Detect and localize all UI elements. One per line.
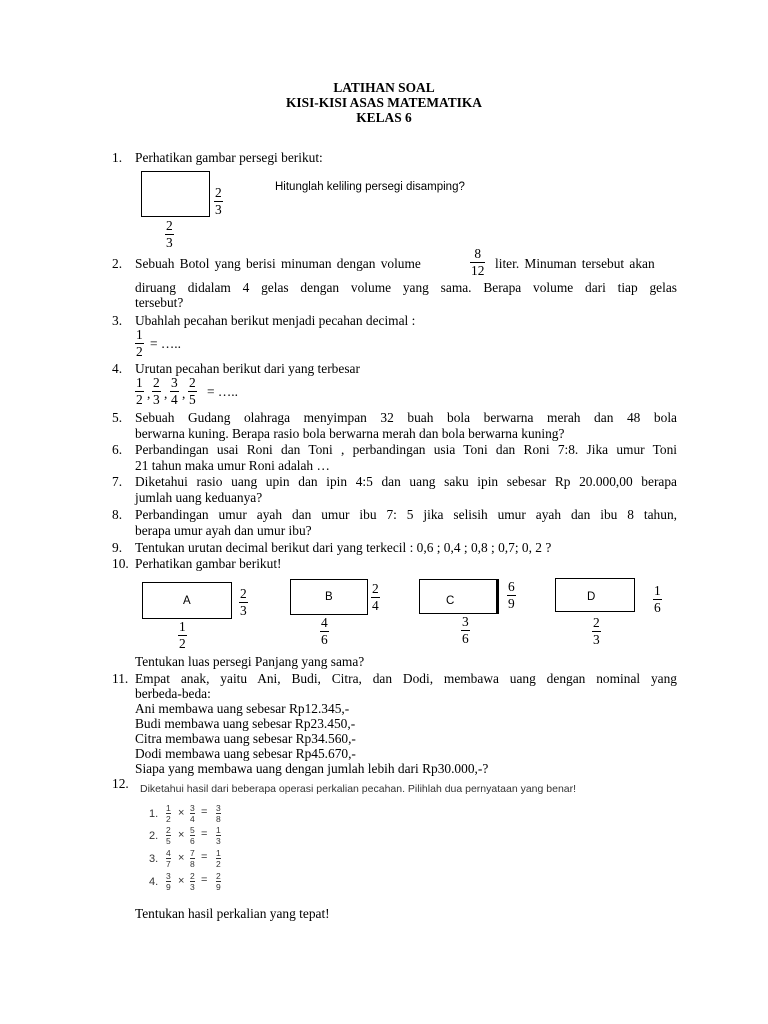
side-fraction: 1 6 [654, 583, 661, 615]
rectangle-c [419, 579, 499, 614]
list-item: Citra membawa uang sebesar Rp34.560,- [135, 731, 356, 746]
title-line-2: KISI-KISI ASAS MATEMATIKA [286, 95, 482, 110]
question-text-line-2: 21 tahun maka umur Roni adalah … [135, 458, 330, 473]
question-number: 4. [112, 361, 123, 376]
side-fraction: 2 4 [372, 581, 379, 613]
question-text: Urutan pecahan berikut dari yang terbesar [135, 361, 360, 376]
rectangle-label: B [325, 591, 333, 603]
fraction-1: 1 2 [136, 375, 143, 407]
bottom-fraction: 3 6 [462, 614, 469, 646]
question-text-line-2: berbeda-beda: [135, 686, 211, 701]
question-text-b: liter. Minuman tersebut akan [495, 256, 655, 271]
question-text: Ubahlah pecahan berikut menjadi pecahan decimal : [135, 313, 416, 328]
question-text-line-1: Perbandingan usai Roni dan Toni , perbandingan usia Toni dan Roni 7:8. Jika umur Toni [135, 442, 677, 457]
question-text-line-1: Sebuah Gudang olahraga menyimpan 32 buah bola berwarna merah dan 48 bola [135, 410, 677, 425]
rectangle-label: A [183, 595, 191, 607]
question-text-a: Sebuah Botol yang berisi minuman dengan volume [135, 256, 421, 271]
list-item: Dodi membawa uang sebesar Rp45.670,- [135, 746, 356, 761]
question-subtext: Tentukan hasil perkalian yang tepat! [135, 906, 330, 921]
question-instruction: Hitunglah keliling persegi disamping? [275, 181, 465, 193]
side-fraction: 2 3 [240, 586, 247, 618]
side-fraction: 6 9 [508, 579, 515, 611]
list-item: Ani membawa uang sebesar Rp12.345,- [135, 701, 350, 716]
separator: , [164, 386, 168, 401]
question-text-line-2: jumlah uang keduanya? [135, 490, 263, 505]
question-subtext: Siapa yang membawa uang dengan jumlah lebih dari Rp30.000,-? [135, 761, 489, 776]
question-text-line-2: diruang didalam 4 gelas dengan volume yang sama. Berapa volume dari tiap gelas [135, 280, 677, 295]
title-line-3: KELAS 6 [356, 110, 412, 125]
rectangle-label: C [446, 595, 455, 607]
question-text: Tentukan urutan decimal berikut dari yang terkecil : 0,6 ; 0,4 ; 0,8 ; 0,7; 0, 2 ? [135, 540, 552, 555]
question-text-line-1: Perbandingan umur ayah dan umur ibu 7: 5 jika selisih umur ayah dan ibu 8 tahun, [135, 507, 677, 522]
question-intro: Diketahui hasil dari beberapa operasi perkalian pecahan. Pilihlah dua pernyataan yang benar! [140, 783, 577, 795]
question-text-line-1: Empat anak, yaitu Ani, Budi, Citra, dan Dodi, membawa uang dengan nominal yang [135, 671, 677, 686]
question-text-line-2: berwarna kuning. Berapa rasio bola berwarna merah dan bola berwarna kuning? [135, 426, 565, 441]
question-number: 11. [112, 671, 129, 686]
question-number: 10. [112, 556, 129, 571]
question-number: 7. [112, 474, 123, 489]
question-number: 12. [112, 776, 129, 791]
fraction-4: 2 5 [189, 375, 196, 407]
question-number: 3. [112, 313, 123, 328]
answer-blank: = ….. [150, 336, 181, 351]
fraction-2: 2 3 [153, 375, 160, 407]
title-line-1: LATIHAN SOAL [333, 80, 435, 95]
volume-fraction: 8 12 [471, 246, 485, 278]
rectangle-label: D [587, 591, 596, 603]
bottom-fraction: 2 3 [166, 218, 173, 250]
question-text: Perhatikan gambar berikut! [135, 556, 282, 571]
question-number: 8. [112, 507, 123, 522]
question-subtext: Tentukan luas persegi Panjang yang sama? [135, 654, 365, 669]
separator: , [182, 386, 186, 401]
question-number: 6. [112, 442, 123, 457]
fraction: 1 2 [136, 327, 143, 359]
question-text: Perhatikan gambar persegi berikut: [135, 150, 323, 165]
question-number: 5. [112, 410, 123, 425]
question-text-line-2: berapa umur ayah dan umur ibu? [135, 523, 312, 538]
side-fraction: 2 3 [215, 185, 222, 217]
fraction-3: 3 4 [171, 375, 178, 407]
list-item: Budi membawa uang sebesar Rp23.450,- [135, 716, 356, 731]
square-figure [141, 171, 210, 217]
bottom-fraction: 1 2 [179, 619, 186, 651]
separator: , [147, 386, 151, 401]
question-text-line-3: tersebut? [135, 295, 184, 310]
question-text-line-1: Diketahui rasio uang upin dan ipin 4:5 dan uang saku ipin sebesar Rp 20.000,00 berapa [135, 474, 677, 489]
bottom-fraction: 4 6 [321, 615, 328, 647]
bottom-fraction: 2 3 [593, 615, 600, 647]
question-number: 9. [112, 540, 123, 555]
answer-blank: = ….. [207, 384, 238, 399]
question-number: 2. [112, 256, 123, 271]
question-number: 1. [112, 150, 123, 165]
